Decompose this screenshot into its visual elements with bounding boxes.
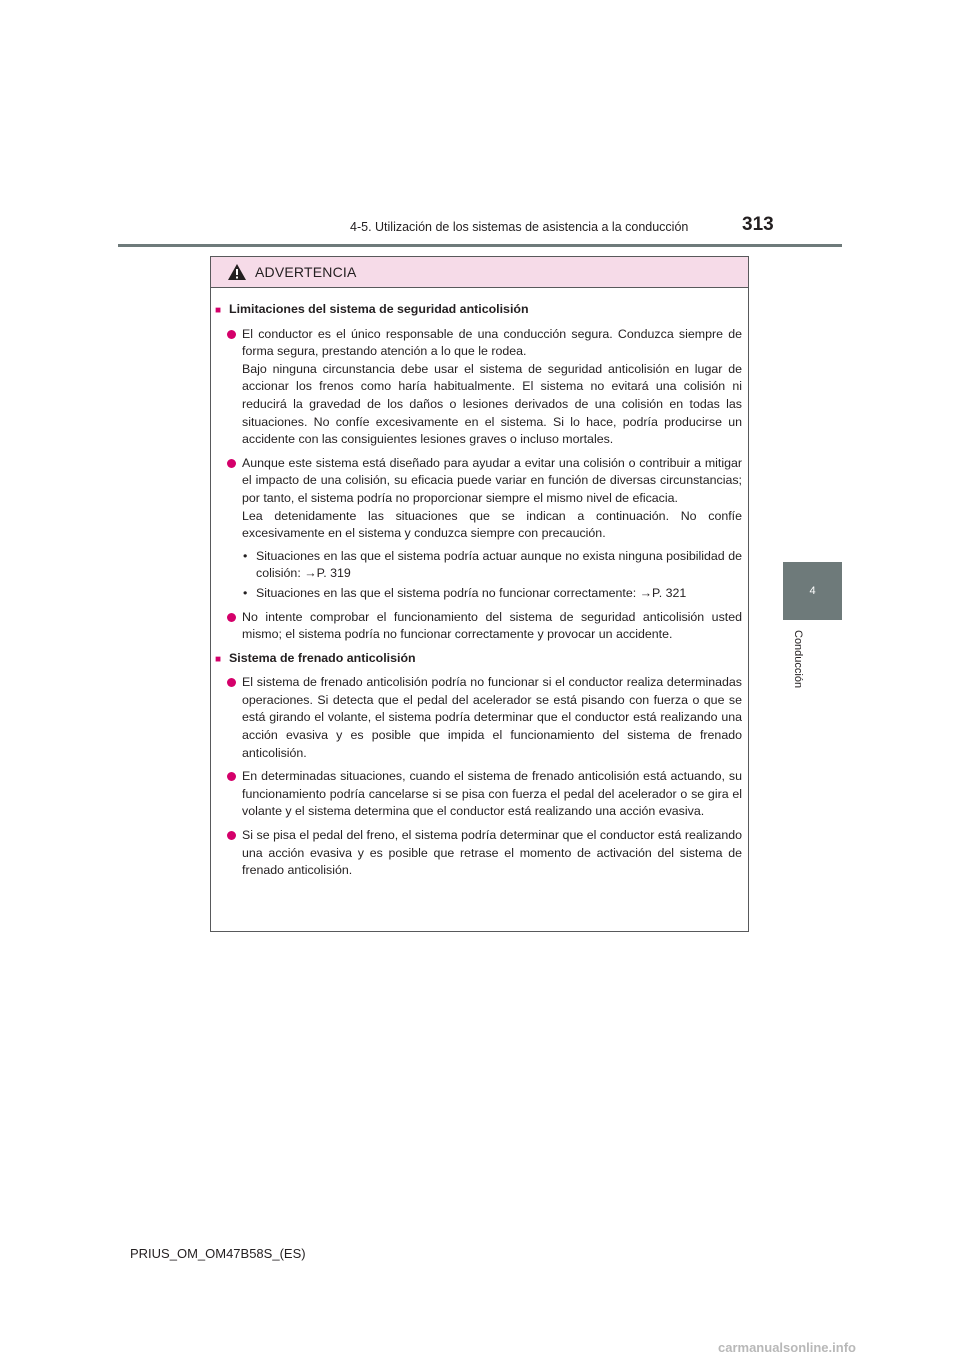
item-paragraph: El conductor es el único responsable de una conducción segura. Conduzca siempre de forma segura, prestando atención a lo que le rodea.: [242, 326, 742, 359]
section-heading: ■ Sistema de frenado anticolisión: [215, 650, 742, 669]
warning-item: [227, 455, 742, 543]
chapter-number: 4: [809, 585, 816, 597]
warning-section: [215, 650, 742, 880]
item-paragraph: Bajo ninguna circunstancia debe usar el sistema de seguridad anticolisión en lugar de accionar los frenos como haría habitualmente. El sistema no evitará una colisión ni reducirá la gravedad de los daños o lesiones derivados de una colisión en todas las situaciones. No confíe excesivamente en el sistema. Si lo hace, podría producirse un accidente con las consiguientes lesiones graves o incluso mortales.: [242, 361, 742, 447]
section-title: 4-5. Utilización de los sistemas de asistencia a la conducción: [350, 220, 689, 234]
warning-title: ADVERTENCIA: [255, 264, 357, 280]
chapter-label: Conducción: [792, 630, 804, 689]
square-bullet-icon: ■: [215, 305, 222, 316]
warning-section: [215, 301, 742, 644]
dot-bullet-icon: [227, 459, 236, 468]
item-paragraph: Aunque este sistema está diseñado para ayudar a evitar una colisión o contribuir a mitigar el impacto de una colisión, su eficacia puede variar en función de diversas circunstancias; por tanto, el sistema podría no proporcionar siempre el mismo nivel de eficacia.: [242, 455, 742, 505]
square-bullet-icon: ■: [215, 653, 222, 665]
sub-list-text: Situaciones en las que el sistema podría actuar aunque no exista ninguna posibilidad de colisión: →P. 319: [256, 548, 742, 581]
item-paragraph: El sistema de frenado anticolisión podría no funcionar si el conductor realiza determinadas operaciones. Si detecta que el pedal del acelerador se está pisando con fuerza o que se está girando el volante, el sistema podría determinar que el conductor está realizando una acción evasiva y es posible que impida el funcionamiento del sistema de frenado anticolisión.: [242, 675, 742, 760]
item-paragraph: Si se pisa el pedal del freno, el sistema podría determinar que el conductor está realizando una acción evasiva y es posible que retrase el momento de activación del sistema de frenado anticolisión.: [242, 828, 742, 878]
warning-item: [227, 768, 742, 821]
warning-triangle-icon: [227, 263, 247, 281]
item-paragraph: Lea detenidamente las situaciones que se indican a continuación. No confíe excesivamente en el sistema y conduzca siempre con precaución.: [242, 508, 742, 541]
watermark: carmanualsonline.info: [718, 1340, 856, 1355]
dot-bullet-icon: [227, 772, 236, 781]
section-heading: ■ Limitaciones del sistema de seguridad anticolisión: [215, 301, 742, 320]
warning-item: [227, 326, 742, 449]
document-code: PRIUS_OM_OM47B58S_(ES): [130, 1246, 306, 1261]
dot-bullet-icon: [227, 330, 236, 339]
chapter-tab: [783, 562, 842, 620]
header-rule: [118, 244, 842, 247]
sub-list-item: • Situaciones en las que el sistema podría no funcionar correctamente: →P. 321: [243, 585, 742, 603]
warning-item: [227, 674, 742, 762]
warning-body: [211, 288, 748, 880]
warning-header: [211, 257, 748, 288]
sub-list-item: • Situaciones en las que el sistema podría actuar aunque no exista ninguna posibilidad de colisión: →P. 319: [243, 548, 742, 583]
sub-list-text: Situaciones en las que el sistema podría no funcionar correctamente: →P. 321: [256, 585, 687, 600]
item-paragraph: En determinadas situaciones, cuando el sistema de frenado anticolisión está actuando, su funcionamiento podría cancelarse si se pisa con fuerza el pedal del acelerador o se gira el volante y el sistema determina que el conductor está realizando una acción evasiva.: [242, 769, 742, 819]
dot-bullet-icon: [227, 831, 236, 840]
dot-bullet-icon: [227, 613, 236, 622]
page-number: 313: [742, 214, 774, 235]
warning-item: [227, 609, 742, 644]
warning-item: [227, 827, 742, 880]
warning-box: [210, 256, 749, 932]
dot-bullet-icon: [227, 678, 236, 687]
item-paragraph: No intente comprobar el funcionamiento del sistema de seguridad anticolisión usted mismo; el sistema podría no funcionar correctamente y provocar un accidente.: [242, 609, 742, 642]
